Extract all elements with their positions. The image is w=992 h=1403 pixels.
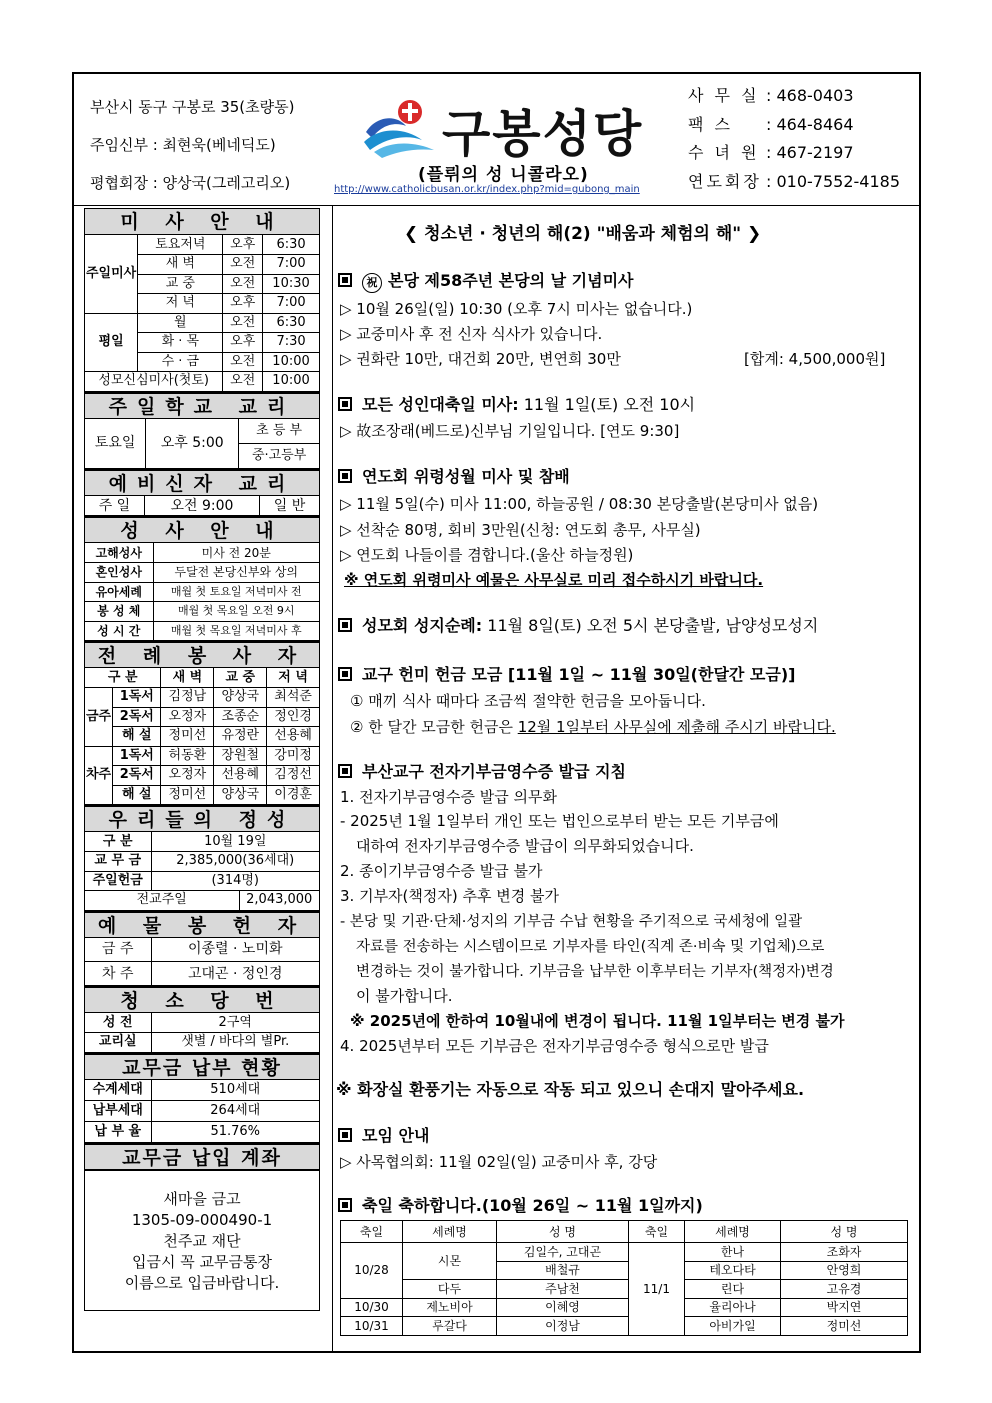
parish-title: 구봉성당 [442, 105, 644, 163]
title-block [334, 82, 676, 202]
section-heading: 부산교구 전자기부금영수증 발급 지침 [338, 759, 626, 782]
section-heading: 연도회 위령성월 미사 및 참배 [338, 464, 570, 487]
sunday-school: 주일학교 교리 토요일 오후 5:00 초 등 부 중·고등부 [84, 392, 320, 470]
bullet-square-icon [338, 1198, 352, 1212]
table-row: 배철규 테오다타 안영희 [341, 1261, 908, 1280]
sunday-mass-label: 주일미사 [85, 235, 138, 313]
catechumen-class: 예비신자 교리 주 일 오전 9:00 일 반 [84, 469, 320, 516]
contact-row: 사 무 실 : 468-0403 [688, 86, 854, 105]
left-column [84, 208, 320, 1311]
cleaning-duty: 청 소 당 번 성 전 2구역 교리실 샛별 / 바다의 별Pr. [84, 986, 320, 1053]
table-row: 10/30 제노비아 이혜영 율리아나 박지연 [341, 1298, 908, 1317]
section-title: 성 사 안 내 [85, 517, 319, 543]
dues-account [84, 1143, 320, 1170]
liturgy-servers: 전 례 봉 사 자 구 분 새 벽 교 중 저 녁 금주 1독서 김정남 양상국 최석준 2독서 오정자 조종순 정인경 해 설 정미선 유정란 선용혜 차주 1독서 허동환 장원철 강미정 2독서 오정자 선용혜 김정선 해 설 정미선 양상국 이경훈 [84, 641, 320, 805]
section-heading: 祝 본당 제58주년 본당의 날 기념미사 [338, 268, 633, 293]
table-row: 다두 주남천 린다 고유경 [341, 1280, 908, 1299]
restroom-notice: ※ 화장실 환풍기는 자동으로 작동 되고 있으니 손대지 말아주세요. [336, 1080, 805, 1099]
section-title: 교무금 납부 현황 [85, 1054, 319, 1080]
table-row: 10/28 시몬 김일수, 고대곤 11/1 한나 조화자 [341, 1243, 908, 1262]
parish-logo-icon [362, 98, 438, 158]
contacts [688, 82, 900, 196]
bullet-square-icon [338, 469, 352, 483]
section-title: 미 사 안 내 [85, 209, 319, 235]
account-info: 새마을 금고 1305-09-000490-1 천주교 재단 입금시 꼭 교무금통장 이름으로 입금바랍니다. [84, 1170, 320, 1311]
bullet-square-icon [338, 397, 352, 411]
mass-table: 주일미사 토요저녁 오후 6:30 새 벽 오전 7:00 교 중 오전 10:30 저 녁 오후 7:00 평일 월 오전 6:30 화 · 목 오후 7:30 수 · 금 오전 10:00 성모신심미사(첫토) 오전 10:00 [85, 235, 319, 392]
offering-summary: 우리들의 정성 구 분 10월 19일 교 무 금 2,385,000(36세대) 주일헌금 (314명) 전교주일 2,043,000 [84, 805, 320, 911]
parish-subtitle: (플뤼의 성 니콜라오) [418, 165, 589, 185]
header-info [90, 88, 295, 202]
section-title: 주일학교 교리 [85, 393, 319, 419]
section-heading: 성모회 성지순례: 11월 8일(토) 오전 5시 본당출발, 남양성모성지 [338, 613, 818, 636]
section-heading: 교구 헌미 헌금 모금 [11월 1일 ~ 11월 30일(한달간 모금)] [338, 662, 795, 685]
council-president: 평협회장 : 양상국(그레고리오) [90, 174, 291, 192]
weekday-mass-label: 평일 [85, 313, 138, 372]
contact-row: 연도회장 : 010-7552-4185 [688, 171, 900, 191]
celebration-icon: 祝 [362, 273, 382, 293]
bullet-square-icon [338, 764, 352, 778]
pastor: 주임신부 : 최현욱(베네딕도) [90, 136, 276, 154]
bulletin-frame: 부산시 동구 구봉로 35(초량동) 주임신부 : 최현욱(베네딕도) 평협회장 : 양상국(그레고리오) 구봉성당 (플뤼의 성 니콜라오) http://www.catholicbusan.or.kr/index.php?mid=gubong_main 사 무 실 : 468-0403 팩 스 : 464-8464 수 녀 원 : 467-2197 연도회장 : 010-7552-4185 미 사 안 내 주일미사 토요저녁 오후 6:30 새 벽 오전 7:00 교 중 오전 10:30 저 녁 오후 7:00 평일 월 오전 6:30 화 · 목 오후 7:30 수 · 금 오전 10:00 성모신심미사(첫토) 오전 10:00 주일학교 교리 토요일 오후 5:00 초 등 부 중·고등부 예비신자 교리 주 일 오전 9:00 일 반 성 사 안 내 고해성사 미사 전 20분 혼인성사 두달전 본당신부와 상의 유아세례 매월 첫 토요일 저녁미사 전 봉 성 체 매월 첫 목요일 오전 9시 성 시 간 매월 첫 목요일 저녁미사 후 전 례 봉 사 자 구 분 새 벽 교 중 저 녁 금주 1독서 김정남 양상국 최석준 2독서 오정자 조종순 정인경 해 설 정미선 유정란 선용혜 차주 1독서 허동환 장원철 강미정 2독서 오정자 선용혜 김정선 해 설 정미선 양상국 이경훈 우리들의 정성 구 분 10월 19일 교 무 금 2,385,000(36세대) 주일헌금 (314명) 전교주일 2,043,000 예 물 봉 헌 자 금 주 이종렬 · 노미화 차 주 고대곤 · 정인경 청 소 당 번 성 전 2구역 교리실 샛별 / 바다의 별Pr. 교무금 납부 현황 수계세대 510세대 납부세대 264세대 납 부 율 51.76% 교무금 납입 계좌 새마을 금고 1305-09-000490-1 천주교 재단 입금시 꼭 교무금통장 이름으로 입금바랍니다. ❮ 청소년 · 청년의 해(2) "배움과 체험의 해" ❯ 祝 본당 제58주년 본당의 날 기념미사 ▷ 10월 26일(일) 10:30 (오후 7시 미사는 없습니다.) ▷ 교중미사 후 전 신자 식사가 있습니다. ▷ 권화란 10만, 대건회 20만, 변연희 30만 [합계: 4,500,000원] 모든 성인대축일 미사: 11월 1일(토) 오전 10시 ▷ 故조장래(베드로)신부님 기일입니다. [연도 9:30] 연도회 위령성월 미사 및 참배 ▷ 11월 5일(수) 미사 11:00, 하늘공원 / 08:30 본당출발(본당미사 없음) ▷ 선착순 80명, 회비 3만원(신청: 연도회 총무, 사무실) ▷ 연도회 나들이를 겸합니다.(울산 하늘정원) ※ 연도회 위령미사 예물은 사무실로 미리 접수하시기 바랍니다. 성모회 성지순례: 11월 8일(토) 오전 5시 본당출발, 남양성모성지 교구 헌미 헌금 모금 [11월 1일 ~ 11월 30일(한달간 모금)] ① 매끼 식사 때마다 조금씩 절약한 헌금을 모아둡니다. ② 한 달간 모금한 헌금은 12월 1일부터 사무실에 제출해 주시기 바랍니다. 부산교구 전자기부금영수증 발급 지침 1. 전자기부금영수증 발급 의무화 - 2025년 1월 1일부터 개인 또는 법인으로부터 받는 모든 기부금에 대하여 전자기부금영수증 발급이 의무화되었습니다. 2. 종이기부금영수증 발급 불가 3. 기부자(책정자) 추후 변경 불가 - 본당 및 기관·단체·성지의 기부금 수납 현황을 주기적으로 국세청에 일괄 자료를 전송하는 시스템이므로 기부자를 타인(직계 존·비속 및 기업체)으로 변경하는 것이 불가합니다. 기부금을 납부한 이후부터는 기부자(책정자)변경 이 불가합니다. ※ 2025년에 한하여 10월내에 변경이 됩니다. 11월 1일부터는 변경 불가 4. 2025년부터 모든 기부금은 전자기부금영수증 형식으로만 발급 ※ 화장실 환풍기는 자동으로 작동 되고 있으니 손대지 말아주세요. 모임 안내 ▷ 사목협의회: 11월 02일(일) 교중미사 후, 강당 축일 축하합니다.(10월 26일 ~ 11월 1일까지) 축일 세례명 성 명 축일 세례명 성 명 10/28 시몬 김일수, 고대곤 11/1 한나 조화자 배철규 테오다타 안영희 다두 주남천 린다 고유경 10/30 제노비아 이혜영 율리아나 박지연 10/31 루갈다 이정남 아비가일 정미선 [72, 72, 921, 1353]
section-title: 우리들의 정성 [85, 806, 319, 832]
bullet-square-icon [338, 667, 352, 681]
contact-row: 수 녀 원 : 467-2197 [688, 143, 854, 162]
sacraments: 성 사 안 내 고해성사 미사 전 20분 혼인성사 두달전 본당신부와 상의 유아세례 매월 첫 토요일 저녁미사 전 봉 성 체 매월 첫 목요일 오전 9시 성 시 간 매월 첫 목요일 저녁미사 후 [84, 516, 320, 641]
section-title: 전 례 봉 사 자 [85, 642, 319, 668]
year-theme-banner: ❮ 청소년 · 청년의 해(2) "배움과 체험의 해" ❯ [404, 224, 762, 244]
section-heading: 축일 축하합니다.(10월 26일 ~ 11월 1일까지) [338, 1193, 703, 1216]
contact-row: 팩 스 : 464-8464 [688, 114, 854, 134]
bullet-square-icon [338, 1128, 352, 1142]
section-title: 청 소 당 번 [85, 987, 319, 1013]
homepage-link[interactable]: http://www.catholicbusan.or.kr/index.php?mid=gubong_main [334, 184, 640, 195]
header [74, 74, 919, 206]
section-heading: 모든 성인대축일 미사: 11월 1일(토) 오전 10시 [338, 392, 695, 415]
bullet-square-icon [338, 273, 352, 287]
table-row: 10/31 루갈다 이정남 아비가일 정미선 [341, 1317, 908, 1336]
section-title: 예 물 봉 헌 자 [85, 912, 319, 938]
bullet-square-icon [338, 618, 352, 632]
dues-status: 교무금 납부 현황 수계세대 510세대 납부세대 264세대 납 부 율 51.76% [84, 1053, 320, 1144]
address: 부산시 동구 구봉로 35(초량동) [90, 98, 295, 116]
feast-day-table: 축일 세례명 성 명 축일 세례명 성 명 10/28 시몬 김일수, 고대곤 11/1 한나 조화자 배철규 테오다타 안영희 다두 주남천 린다 고유경 10/30 제노비아 이혜영 율리아나 박지연 10/31 루갈다 이정남 아비가일 정미선 [340, 1220, 908, 1336]
section-title: 교무금 납입 계좌 [85, 1144, 319, 1170]
mass-schedule [84, 208, 320, 392]
column-divider [332, 206, 333, 1353]
offering-donors: 예 물 봉 헌 자 금 주 이종렬 · 노미화 차 주 고대곤 · 정인경 [84, 911, 320, 987]
section-title: 예비신자 교리 [85, 470, 319, 496]
section-heading: 모임 안내 [338, 1123, 429, 1146]
